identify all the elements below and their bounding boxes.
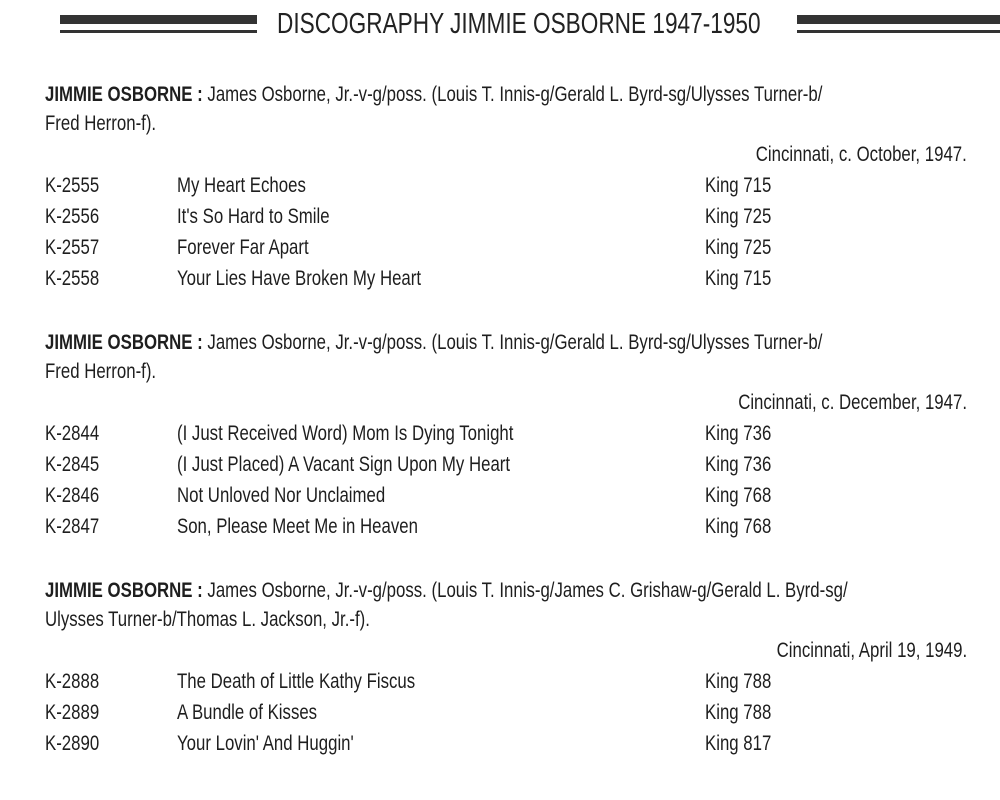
track-title: (I Just Placed) A Vacant Sign Upon My Heart [177, 453, 511, 476]
matrix-number: K-2889 [45, 701, 100, 724]
matrix-number: K-2558 [45, 267, 100, 290]
matrix-number: K-2556 [45, 205, 100, 228]
session-personnel-line1 [45, 579, 848, 603]
track-title: Your Lies Have Broken My Heart [177, 267, 422, 290]
artist-name: JIMMIE OSBORNE : [45, 331, 203, 354]
matrix-number: K-2557 [45, 236, 100, 259]
title-rule-right-thick [797, 15, 1000, 24]
session-location: Cincinnati, April 19, 1949. [776, 639, 967, 662]
personnel-text: James Osborne, Jr.-v-g/poss. (Louis T. Innis-g/James C. Grishaw-g/Gerald L. Byrd-sg/ [207, 579, 848, 602]
track-title: (I Just Received Word) Mom Is Dying Tonight [177, 422, 514, 445]
session-personnel-line2: Ulysses Turner-b/Thomas L. Jackson, Jr.-f). [45, 608, 370, 631]
track-title: It's So Hard to Smile [177, 205, 330, 228]
matrix-number: K-2845 [45, 453, 100, 476]
record-label: King 715 [705, 267, 772, 290]
title-rule-left-thin [60, 30, 257, 33]
track-title: Son, Please Meet Me in Heaven [177, 515, 418, 538]
track-title: A Bundle of Kisses [177, 701, 318, 724]
session-block [0, 579, 1000, 800]
record-label: King 736 [705, 453, 772, 476]
matrix-number: K-2890 [45, 732, 100, 755]
session-location: Cincinnati, c. December, 1947. [738, 391, 967, 414]
session-personnel-line1 [45, 331, 822, 355]
session-personnel-line1 [45, 83, 822, 107]
record-label: King 817 [705, 732, 772, 755]
title-rule-right-thin [797, 30, 1000, 33]
record-label: King 788 [705, 701, 772, 724]
track-title: My Heart Echoes [177, 174, 306, 197]
record-label: King 768 [705, 515, 772, 538]
track-title: Forever Far Apart [177, 236, 309, 259]
artist-name: JIMMIE OSBORNE : [45, 579, 203, 602]
session-personnel-line2: Fred Herron-f). [45, 360, 157, 383]
matrix-number: K-2844 [45, 422, 100, 445]
matrix-number: K-2888 [45, 670, 100, 693]
title-rule-left-thick [60, 15, 257, 24]
track-title: Not Unloved Nor Unclaimed [177, 484, 386, 507]
personnel-text: James Osborne, Jr.-v-g/poss. (Louis T. Innis-g/Gerald L. Byrd-sg/Ulysses Turner-b/ [207, 83, 823, 106]
matrix-number: K-2555 [45, 174, 100, 197]
matrix-number: K-2847 [45, 515, 100, 538]
personnel-text: James Osborne, Jr.-v-g/poss. (Louis T. Innis-g/Gerald L. Byrd-sg/Ulysses Turner-b/ [207, 331, 823, 354]
page-title: DISCOGRAPHY JIMMIE OSBORNE 1947-1950 [277, 8, 761, 40]
track-title: The Death of Little Kathy Fiscus [177, 670, 416, 693]
record-label: King 715 [705, 174, 772, 197]
session-location: Cincinnati, c. October, 1947. [755, 143, 967, 166]
record-label: King 725 [705, 236, 772, 259]
record-label: King 768 [705, 484, 772, 507]
matrix-number: K-2846 [45, 484, 100, 507]
artist-name: JIMMIE OSBORNE : [45, 83, 203, 106]
session-block [0, 331, 1000, 571]
record-label: King 788 [705, 670, 772, 693]
session-personnel-line2: Fred Herron-f). [45, 112, 157, 135]
track-title: Your Lovin' And Huggin' [177, 732, 354, 755]
record-label: King 736 [705, 422, 772, 445]
session-block [0, 83, 1000, 323]
record-label: King 725 [705, 205, 772, 228]
